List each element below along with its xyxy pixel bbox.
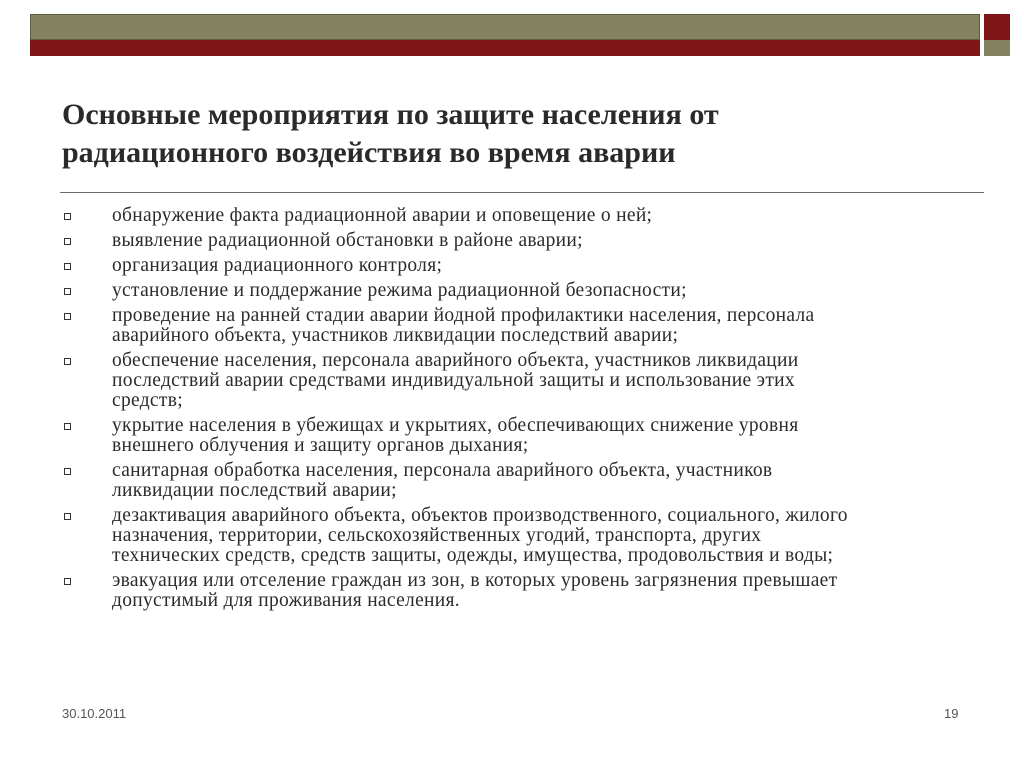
- square-bullet-icon: [64, 313, 71, 320]
- bullet-list: [62, 206, 962, 616]
- footer-page-number: 19: [944, 706, 959, 721]
- list-item-text: установление и поддержание режима радиационной безопасности;: [112, 280, 687, 301]
- list-item: [62, 306, 962, 346]
- list-item-text: обнаружение факта радиационной аварии и оповещение о ней;: [112, 205, 653, 226]
- square-bullet-icon: [64, 213, 71, 220]
- list-item-text: укрытие населения в убежищах и укрытиях, обеспечивающих снижение уровня внешнего облучения и защиту органов дыхания;: [112, 415, 799, 456]
- square-bullet-icon: [64, 263, 71, 270]
- footer-date: 30.10.2011: [62, 706, 127, 721]
- list-item: [62, 206, 962, 226]
- square-bullet-icon: [64, 288, 71, 295]
- list-item-text: дезактивация аварийного объекта, объектов производственного, социального, жилого назначения, территории, сельскохозяйственных угодий, транспорта, других технических средств, средств защиты, одежды, имущества, продовольствия и воды;: [112, 505, 848, 566]
- list-item-text: выявление радиационной обстановки в районе аварии;: [112, 230, 583, 251]
- list-item-text: эвакуация или отселение граждан из зон, в которых уровень загрязнения превышает допустимый для проживания населения.: [112, 570, 838, 611]
- list-item: [62, 416, 962, 456]
- square-bullet-icon: [64, 468, 71, 475]
- list-item: [62, 571, 962, 611]
- header-square-olive: [984, 40, 1010, 56]
- list-item: [62, 351, 962, 411]
- list-item: [62, 256, 962, 276]
- header-band-olive: [30, 14, 980, 40]
- title-divider: [60, 192, 984, 193]
- square-bullet-icon: [64, 358, 71, 365]
- list-item: [62, 506, 962, 566]
- header-square-maroon: [984, 14, 1010, 40]
- list-item-text: проведение на ранней стадии аварии йодной профилактики населения, персонала аварийного объекта, участников ликвидации последствий аварии;: [112, 305, 815, 346]
- list-item-text: обеспечение населения, персонала аварийного объекта, участников ликвидации последствий аварии средствами индивидуальной защиты и использование этих средств;: [112, 350, 799, 411]
- square-bullet-icon: [64, 238, 71, 245]
- slide-title: Основные мероприятия по защите населения от радиационного воздействия во время аварии: [62, 98, 719, 169]
- list-item-text: организация радиационного контроля;: [112, 255, 443, 276]
- list-item: [62, 281, 962, 301]
- list-item: [62, 231, 962, 251]
- square-bullet-icon: [64, 423, 71, 430]
- header-band-maroon: [30, 40, 980, 56]
- list-item: [62, 461, 962, 501]
- list-item-text: санитарная обработка населения, персонала аварийного объекта, участников ликвидации последствий аварии;: [112, 460, 773, 501]
- square-bullet-icon: [64, 578, 71, 585]
- square-bullet-icon: [64, 513, 71, 520]
